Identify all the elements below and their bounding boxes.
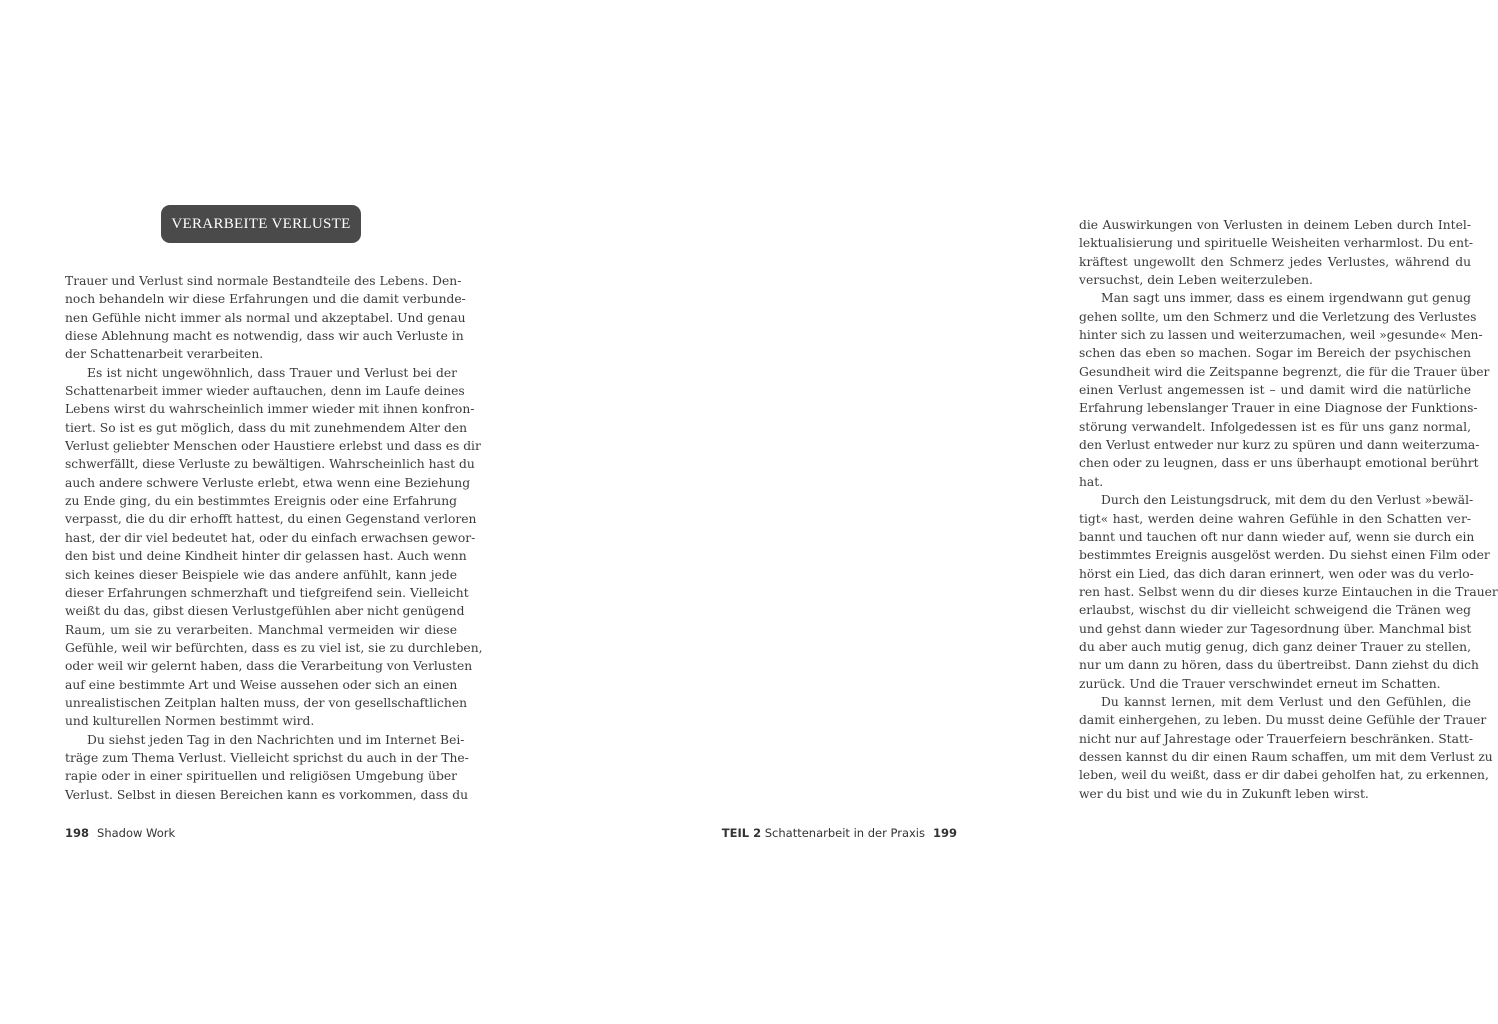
text-line: bannt und tauchen oft nur dann wieder auf, wenn sie durch ein <box>1079 529 1475 544</box>
text-line: ren hast. Selbst wenn du dir dieses kurze Eintauchen in die Trauer <box>1079 584 1498 599</box>
text-line: erlaubst, wischst du dir vielleicht schweigend die Tränen weg <box>1079 603 1471 618</box>
text-line: Du siehst jeden Tag in den Nachrichten und im Internet Bei- <box>87 732 465 747</box>
page-number-left: 198 <box>65 826 90 840</box>
text-line: oder weil wir gelernt haben, dass die Verarbeitung von Verlusten <box>65 659 473 674</box>
part-label: TEIL 2 <box>721 826 762 840</box>
section-heading: VERARBEITE VERLUSTE <box>171 215 351 232</box>
text-line: wer du bist und wie du in Zukunft leben wirst. <box>1079 786 1369 801</box>
text-line: leben, weil du weißt, dass er dir dabei geholfen hat, zu erkennen, <box>1079 768 1489 783</box>
text-line: Gefühle, weil wir befürchten, dass es zu viel ist, sie zu durchleben, <box>65 640 483 655</box>
text-line: schwerfällt, diese Verluste zu bewältigen. Wahrscheinlich hast du <box>65 457 475 472</box>
text-line: lektualisierung und spirituelle Weisheiten verharmlost. Du ent- <box>1079 236 1474 251</box>
text-line: Durch den Leistungsdruck, mit dem du den Verlust »bewäl- <box>1101 493 1474 508</box>
text-line: Man sagt uns immer, dass es einem irgendwann gut genug <box>1101 291 1471 306</box>
text-line: bestimmtes Ereignis ausgelöst werden. Du siehst einen Film oder <box>1079 548 1490 563</box>
text-line: dieser Erfahrungen schmerzhaft und tiefgreifend sein. Vielleicht <box>65 585 469 600</box>
text-line: unrealistischen Zeitplan halten muss, der von gesellschaftlichen <box>65 695 468 710</box>
text-line: tigt« hast, werden deine wahren Gefühle in den Schatten ver- <box>1079 511 1471 526</box>
text-line: Du kannst lernen, mit dem Verlust und den Gefühlen, die <box>1101 694 1471 709</box>
text-line: Trauer und Verlust sind normale Bestandteile des Lebens. Den- <box>65 274 462 288</box>
text-line: sich keines dieser Beispiele wie das andere anfühlt, kann jede <box>65 567 457 582</box>
text-line: nur um dann zu hören, dass du übertreibst. Dann ziehst du dich <box>1079 658 1479 673</box>
text-line: versuchst, dein Leben weiterzuleben. <box>1079 273 1313 288</box>
right-paragraph <box>1079 216 1474 289</box>
section-heading-box <box>161 205 361 243</box>
text-line: zu Ende ging, du ein bestimmtes Ereignis oder eine Erfahrung <box>65 494 457 509</box>
text-line: Raum, um sie zu verarbeiten. Manchmal vermeiden wir diese <box>65 622 457 637</box>
right-paragraph <box>1079 491 1498 693</box>
left-paragraph <box>65 731 469 804</box>
text-line: Verlust geliebter Menschen oder Haustiere erlebst und dass es dir <box>65 439 481 454</box>
text-line: rapie oder in einer spirituellen und religiösen Umgebung über <box>65 769 457 784</box>
text-line: den Verlust entweder nur kurz zu spüren und dann weiterzuma- <box>1079 438 1480 453</box>
text-line: Schattenarbeit immer wieder auftauchen, denn im Laufe deines <box>65 384 465 399</box>
page-number-right: 199 <box>932 826 957 840</box>
left-paragraph <box>65 364 483 731</box>
text-line: hinter sich zu lassen und weiterzumachen, weil »gesunde« Men- <box>1079 328 1483 343</box>
text-line: Erfahrung lebenslanger Trauer in eine Diagnose der Funktions- <box>1079 401 1478 416</box>
text-line: dessen kannst du dir einen Raum schaffen, um mit dem Verlust zu <box>1079 749 1493 764</box>
left-page <box>0 0 512 1024</box>
text-line: Verlust. Selbst in diesen Bereichen kann es vorkommen, dass du <box>65 787 469 802</box>
text-line: und gehst dann wieder zur Tagesordnung über. Manchmal bist <box>1079 621 1472 636</box>
text-line: diese Ablehnung macht es notwendig, dass wir auch Verluste in <box>65 329 464 344</box>
book-title: Shadow Work <box>97 826 176 840</box>
text-line: weißt du das, gibst diesen Verlustgefühlen aber nicht genügend <box>65 604 465 619</box>
text-line: Lebens wirst du wahrscheinlich immer wieder mit ihnen konfron- <box>65 402 475 417</box>
left-footer <box>65 826 175 840</box>
text-line: noch behandeln wir diese Erfahrungen und die damit verbunde- <box>65 292 466 307</box>
left-body-text <box>65 272 483 804</box>
text-line: Es ist nicht ungewöhnlich, dass Trauer und Verlust bei der <box>87 365 457 380</box>
left-paragraph <box>65 272 466 364</box>
text-line: hörst ein Lied, das dich daran erinnert, wen oder was du verlo- <box>1079 566 1474 581</box>
text-line: störung verwandelt. Infolgedessen ist es für uns ganz normal, <box>1079 419 1471 434</box>
text-line: hat. <box>1079 474 1104 489</box>
text-line: gehen sollte, um den Schmerz und die Verletzung des Verlustes <box>1079 309 1477 324</box>
text-line: schen das eben so machen. Sogar im Bereich der psychischen <box>1079 346 1471 361</box>
part-title: Schattenarbeit in der Praxis <box>764 826 925 840</box>
text-line: und kulturellen Normen bestimmt wird. <box>65 714 315 729</box>
right-body-text <box>1079 216 1498 803</box>
text-line: nicht nur auf Jahrestage oder Trauerfeiern beschränken. Statt- <box>1079 731 1473 746</box>
text-line: auch andere schwere Verluste erlebt, etwa wenn eine Beziehung <box>65 475 471 490</box>
text-line: der Schattenarbeit verarbeiten. <box>65 347 264 362</box>
text-line: Gesundheit wird die Zeitspanne begrenzt, die für die Trauer über <box>1079 364 1490 379</box>
right-paragraph <box>1079 693 1493 803</box>
right-page <box>512 0 1498 1024</box>
text-line: verpasst, die du dir erhofft hattest, du einen Gegenstand verloren <box>65 512 477 527</box>
right-footer <box>722 826 957 840</box>
text-line: den bist und deine Kindheit hinter dir gelassen hast. Auch wenn <box>65 549 467 564</box>
right-paragraph <box>1079 289 1490 491</box>
text-line: die Auswirkungen von Verlusten in deinem Leben durch Intel- <box>1079 218 1471 232</box>
text-line: kräftest ungewollt den Schmerz jedes Verlustes, während du <box>1079 254 1471 269</box>
text-line: einen Verlust angemessen ist – und damit wird die natürliche <box>1079 383 1471 398</box>
text-line: du aber auch mutig genug, dich ganz deiner Trauer zu stellen, <box>1079 639 1471 654</box>
text-line: zurück. Und die Trauer verschwindet erneut im Schatten. <box>1079 676 1441 691</box>
text-line: damit einhergehen, zu leben. Du musst deine Gefühle der Trauer <box>1079 713 1487 728</box>
text-line: auf eine bestimmte Art und Weise aussehen oder sich an einen <box>65 677 458 692</box>
text-line: träge zum Thema Verlust. Vielleicht sprichst du auch in der The- <box>65 750 469 765</box>
text-line: chen oder zu leugnen, dass er uns überhaupt emotional berührt <box>1079 456 1479 471</box>
text-line: hast, der dir viel bedeutet hat, oder du einfach erwachsen gewor- <box>65 530 476 545</box>
text-line: tiert. So ist es gut möglich, dass du mit zunehmendem Alter den <box>65 420 468 435</box>
text-line: nen Gefühle nicht immer als normal und akzeptabel. Und genau <box>65 310 466 325</box>
